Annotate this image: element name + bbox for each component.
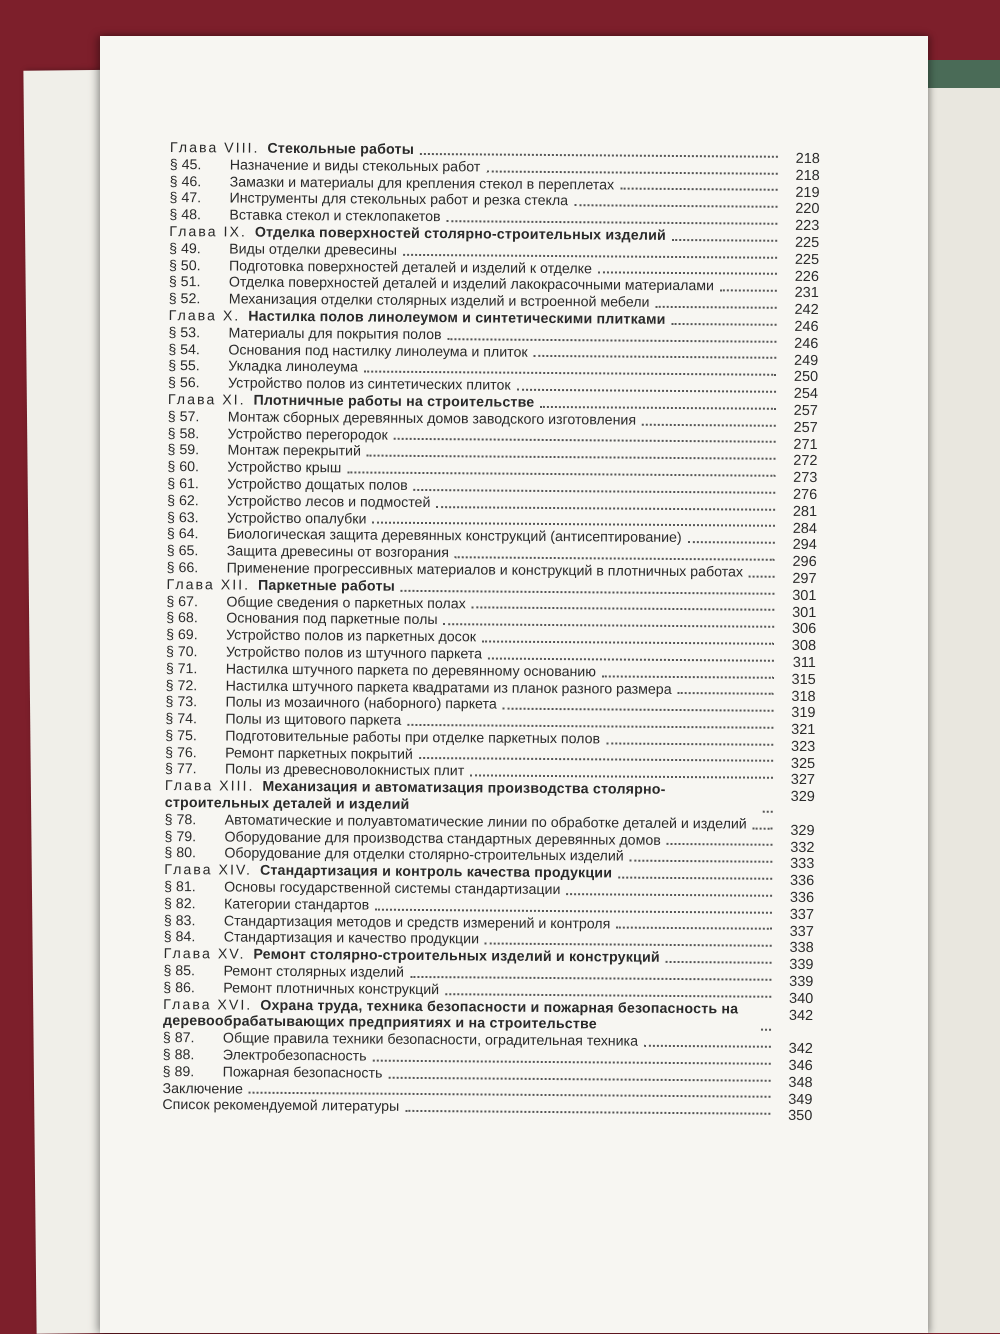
page-number: 246 [794, 335, 819, 352]
chapter-title: Стекольные работы [267, 140, 415, 158]
entry-title: Инструменты для стекольных работ и резка стекла [229, 190, 569, 210]
dot-leader [410, 976, 771, 981]
chapter-number: Глава XIII. [164, 778, 255, 795]
section-number: § 50. [168, 257, 201, 274]
section-number: § 73. [165, 694, 198, 711]
page-number: 246 [794, 318, 819, 336]
dot-leader [445, 993, 771, 998]
page-number: 346 [788, 1057, 813, 1075]
dot-leader [602, 675, 774, 678]
dot-leader [618, 877, 772, 880]
page-number: 342 [788, 1007, 814, 1024]
dot-leader [630, 860, 773, 863]
entry-title: Устройство полов из паркетных досок [226, 627, 477, 646]
section-number: § 76. [165, 744, 197, 761]
dot-leader [672, 323, 777, 326]
section-number: § 47. [169, 190, 202, 207]
chapter-number: Глава XI. [167, 391, 246, 409]
page-number: 311 [792, 654, 816, 671]
entry-title: Монтаж сборных деревянных домов заводского изготовления [227, 409, 637, 429]
page-number: 329 [790, 822, 815, 839]
page-number: 339 [789, 973, 814, 991]
dot-leader [598, 272, 777, 275]
dot-leader [644, 1045, 771, 1048]
page-number: 308 [791, 638, 817, 655]
chapter-title: Плотничные работы на строительстве [253, 392, 535, 411]
entry-title: Подготовительные работы при отделке паркетных полов [225, 728, 601, 748]
toc-entry-label [162, 1097, 399, 1116]
page-number: 242 [794, 302, 819, 319]
section-number: § 85. [163, 963, 196, 980]
page-number: 297 [792, 570, 817, 588]
entry-title: Пожарная безопасность [222, 1064, 383, 1082]
chapter-title: Паркетные работы [257, 577, 396, 595]
toc-entry-label [164, 896, 369, 914]
entry-title: Устройство полов из штучного паркета [225, 644, 483, 663]
section-number: § 46. [169, 173, 202, 190]
section-number: § 77. [164, 761, 197, 778]
section-number: § 58. [167, 425, 200, 442]
page-number: 327 [790, 772, 816, 789]
section-number: § 64. [166, 526, 199, 543]
section-number: § 66. [166, 559, 199, 577]
chapter-title: Ремонт столярно-строительных изделий и конструкций [253, 946, 660, 967]
entry-title: Устройство полов из синтетических плиток [228, 375, 511, 394]
entry-title: Стандартизация и качество продукции [223, 929, 480, 948]
dot-leader [249, 1092, 771, 1098]
section-number: § 70. [165, 643, 198, 661]
page-number: 340 [789, 990, 814, 1007]
chapter-title: Стандартизация и контроль качества продукции [259, 862, 613, 882]
entry-title: Полы из древесноволокнистых плит [224, 761, 465, 780]
section-number: § 68. [166, 610, 198, 627]
dot-leader [606, 742, 773, 745]
dot-leader [667, 843, 773, 846]
table-of-contents [162, 140, 820, 1125]
dot-leader [405, 1110, 770, 1115]
page-number: 272 [793, 453, 818, 470]
entry-title: Общие сведения о паркетных полах [226, 593, 466, 612]
entry-title: Настилка штучного паркета квадратами из планок разного размера [225, 677, 672, 698]
section-number: § 69. [166, 627, 198, 644]
page-number: 339 [789, 957, 814, 974]
page-number: 257 [793, 402, 818, 420]
section-number: § 86. [163, 979, 195, 997]
dot-leader [761, 1029, 771, 1031]
section-number: § 74. [165, 711, 198, 728]
dot-leader [672, 239, 777, 242]
entry-title: Полы из мозаичного (наборного) паркета [225, 694, 497, 713]
page-number: 249 [794, 352, 819, 369]
entry-title: Вставка стекол и стеклопакетов [229, 207, 441, 226]
entry-title: Укладка линолеума [228, 358, 359, 376]
section-number: § 82. [163, 895, 196, 913]
dot-leader [620, 188, 777, 191]
section-number: § 61. [167, 475, 199, 493]
section-number: § 87. [162, 1030, 195, 1047]
dot-leader [678, 692, 774, 695]
entry-title: Монтаж перекрытий [227, 442, 361, 460]
section-number: § 84. [163, 929, 196, 946]
entry-title: Заключение [162, 1080, 243, 1098]
section-number: § 88. [162, 1047, 195, 1064]
dot-leader [388, 1076, 770, 1081]
page-number: 337 [789, 923, 814, 940]
section-number: § 57. [167, 408, 200, 425]
section-number: § 75. [165, 727, 197, 745]
toc-entry-label [170, 140, 414, 159]
page-number: 306 [791, 621, 817, 638]
entry-title: Устройство лесов и подмостей [227, 493, 431, 511]
page-number: 294 [792, 537, 817, 554]
dot-leader [540, 406, 776, 410]
chapter-number: Глава IX. [169, 223, 247, 241]
page-number: 332 [790, 839, 815, 856]
entry-title: Ремонт паркетных покрытий [225, 745, 413, 763]
entry-title: Материалы для покрытия полов [228, 325, 442, 343]
toc-chapter-row [165, 778, 815, 817]
toc-entry-label [163, 980, 439, 999]
dot-leader [375, 908, 772, 913]
dot-leader [444, 623, 775, 628]
dot-leader [407, 724, 773, 729]
dot-leader [566, 893, 772, 897]
toc-entry-label [163, 963, 404, 982]
dot-leader [503, 708, 774, 712]
page-number: 319 [791, 705, 816, 722]
dot-leader [753, 827, 773, 829]
page-number: 315 [791, 671, 816, 688]
section-number: § 52. [168, 291, 201, 308]
entry-title: Электробезопасность [222, 1047, 367, 1065]
dot-leader [367, 455, 776, 460]
entry-title: Виды отделки древесины [229, 241, 398, 259]
entry-title: Полы из щитового паркета [225, 711, 402, 729]
toc-entry-label [168, 358, 358, 376]
dot-leader [403, 253, 777, 258]
dot-leader [448, 338, 777, 343]
chapter-number: Глава X. [168, 307, 241, 325]
toc-entry-label [165, 711, 401, 730]
toc-entry-label [162, 1081, 243, 1098]
page-number: 336 [789, 873, 815, 890]
entry-title: Устройство крыш [227, 459, 342, 477]
entry-title: Устройство опалубки [226, 509, 367, 528]
section-number: § 59. [167, 442, 200, 459]
dot-leader [420, 153, 778, 158]
section-number: § 51. [168, 274, 201, 291]
toc-entry-label [168, 426, 388, 445]
entry-title: Автоматические и полуавтоматические линии по обработке деталей и изделий [224, 812, 747, 833]
section-number: § 72. [165, 677, 198, 694]
chapter-number: Глава XVI. [163, 996, 253, 1014]
page-number: 329 [790, 789, 815, 806]
dot-leader [482, 640, 774, 644]
page-number: 226 [794, 268, 820, 285]
dot-leader [720, 289, 777, 291]
dot-leader [372, 522, 775, 527]
dot-leader [472, 607, 775, 611]
section-number: § 55. [168, 358, 200, 375]
dot-leader [372, 1059, 770, 1064]
entry-title: Ремонт плотничных конструкций [223, 980, 440, 998]
toc-entry-label [163, 1064, 383, 1083]
dot-leader [642, 423, 776, 426]
section-number: § 65. [166, 543, 199, 560]
dot-leader [486, 170, 777, 174]
page-number: 250 [793, 369, 819, 386]
page-number: 337 [789, 906, 814, 923]
page-number: 276 [792, 486, 818, 504]
dot-leader [447, 220, 778, 225]
chapter-title: Охрана труда, техника безопасности и пожарная безопасность на деревообрабатывающих предприятиях и на строительстве [163, 997, 739, 1033]
section-number: § 60. [167, 459, 200, 476]
page-number: 271 [793, 436, 818, 453]
toc-entry-label [165, 778, 757, 816]
entry-title: Оборудование для отделки столярно-строительных изделий [224, 845, 624, 866]
entry-title: Отделка поверхностей деталей и изделий лакокрасочными материалами [228, 274, 715, 295]
page-number: 273 [793, 470, 818, 487]
book-page [100, 36, 928, 1333]
section-number: § 49. [169, 240, 201, 258]
page-number: 254 [793, 386, 819, 403]
dot-leader [655, 306, 776, 309]
dot-leader [394, 438, 776, 443]
toc-entry-label [167, 493, 430, 512]
page-number: 220 [795, 201, 820, 218]
dot-leader [574, 204, 777, 208]
entry-title: Категории стандартов [223, 896, 370, 914]
page-number: 325 [790, 755, 816, 772]
page-number: 218 [795, 167, 820, 184]
toc-entry-label [165, 745, 413, 764]
chapter-number: Глава XV. [163, 946, 246, 963]
page-number: 284 [792, 520, 818, 537]
entry-title: Настилка штучного паркета по деревянному основанию [225, 661, 596, 681]
section-number: § 79. [164, 828, 197, 845]
section-number: § 81. [164, 879, 196, 896]
toc-entry-label [163, 997, 755, 1035]
section-number: § 71. [165, 660, 198, 677]
section-number: § 48. [169, 207, 202, 224]
page-number: 296 [792, 554, 817, 571]
page-number: 348 [788, 1074, 813, 1091]
dot-leader [401, 589, 775, 594]
entry-title: Устройство дощатых полов [227, 476, 408, 494]
page-number: 231 [794, 285, 819, 302]
chapter-title: Механизация и автоматизация производства столярно-строительных деталей и изделий [164, 779, 666, 813]
page-number: 223 [795, 218, 820, 235]
chapter-title: Настилка полов линолеумом и синтетическими плитками [248, 308, 666, 328]
dot-leader [517, 389, 776, 393]
dot-leader [616, 927, 772, 930]
dot-leader [488, 657, 774, 661]
dot-leader [347, 471, 775, 476]
toc-entry-label [167, 459, 341, 477]
entry-title: Основания под настилку линолеума и плиток [228, 342, 528, 361]
page-number: 321 [791, 721, 816, 739]
page-number: 336 [789, 889, 815, 907]
page-number: 301 [792, 604, 817, 621]
chapter-number: Глава XII. [166, 576, 251, 594]
page-number: 342 [788, 1041, 813, 1058]
background-book-stripe [920, 60, 1000, 88]
toc-entry-label [166, 577, 395, 596]
dot-leader [688, 541, 775, 544]
section-number: § 53. [168, 324, 201, 342]
dot-leader [534, 355, 777, 359]
section-number: § 62. [167, 492, 199, 509]
dot-leader [666, 961, 772, 964]
entry-title: Стандартизация методов и средств измерений и контроля [223, 913, 611, 933]
page-number: 350 [788, 1108, 813, 1125]
entry-title: Общие правила техники безопасности, оградительная техника [222, 1030, 639, 1050]
entry-title: Основы государственной системы стандартизации [224, 879, 561, 899]
section-number: § 83. [163, 912, 196, 929]
page-number: 323 [790, 738, 816, 755]
page-number: 225 [794, 234, 820, 252]
page-number: 333 [790, 856, 815, 873]
toc-entry-label [167, 476, 408, 495]
section-number: § 80. [164, 845, 197, 862]
entry-title: Биологическая защита деревянных конструкций (антисептирование) [226, 526, 682, 547]
section-number: § 67. [166, 593, 198, 610]
page-number: 219 [795, 184, 820, 201]
entry-title: Подготовка поверхностей деталей и изделий к отделке [228, 258, 592, 277]
toc-entry-label [169, 207, 440, 226]
dot-leader [749, 575, 775, 577]
page-number: 257 [793, 419, 818, 436]
chapter-number: Глава XIV. [164, 862, 253, 879]
page-number: 281 [792, 503, 818, 520]
page-number: 225 [794, 251, 820, 268]
dot-leader [485, 943, 772, 947]
page-number: 318 [791, 688, 816, 705]
entry-title: Основания под паркетные полы [226, 610, 438, 629]
toc-entry-label [167, 510, 367, 528]
entry-title: Список рекомендуемой литературы [162, 1097, 400, 1116]
entry-title: Замазки и материалы для крепления стекол в переплетах [229, 174, 615, 194]
entry-title: Механизация отделки столярных изделий и встроенной мебели [228, 291, 650, 311]
page-number: 349 [788, 1091, 813, 1108]
dot-leader [470, 775, 773, 779]
toc-entry-label [169, 241, 397, 260]
section-number: § 63. [166, 509, 199, 526]
section-number: § 45. [169, 156, 202, 174]
entry-title: Устройство перегородок [227, 426, 388, 444]
section-number: § 89. [162, 1063, 195, 1081]
toc-entry-label [166, 610, 437, 629]
entry-title: Ремонт столярных изделий [223, 963, 405, 981]
toc-entry-label [167, 442, 361, 460]
entry-title: Применение прогрессивных материалов и конструкций в плотничных работах [226, 560, 744, 581]
section-number: § 54. [168, 341, 200, 358]
page-number: 218 [795, 150, 820, 168]
page-number: 301 [792, 587, 817, 604]
chapter-title: Отделка поверхностей столярно-строительных изделий [254, 224, 667, 244]
section-number: § 78. [164, 811, 197, 829]
page-number: 338 [789, 940, 814, 957]
entry-title: Оборудование для производства стандартных деревянных домов [224, 829, 661, 849]
dot-leader [763, 811, 773, 813]
chapter-number: Глава VIII. [169, 140, 260, 157]
toc-entry-label [168, 325, 441, 344]
dot-leader [455, 556, 775, 561]
entry-title: Защита древесины от возгорания [226, 543, 449, 562]
toc-chapter-row [163, 997, 813, 1036]
toc-entry-label [163, 1047, 367, 1065]
dot-leader [419, 757, 773, 762]
entry-title: Назначение и виды стекольных работ [229, 157, 481, 176]
dot-leader [414, 489, 776, 494]
dot-leader [364, 371, 776, 376]
dot-leader [436, 506, 775, 511]
section-number: § 56. [168, 375, 200, 392]
